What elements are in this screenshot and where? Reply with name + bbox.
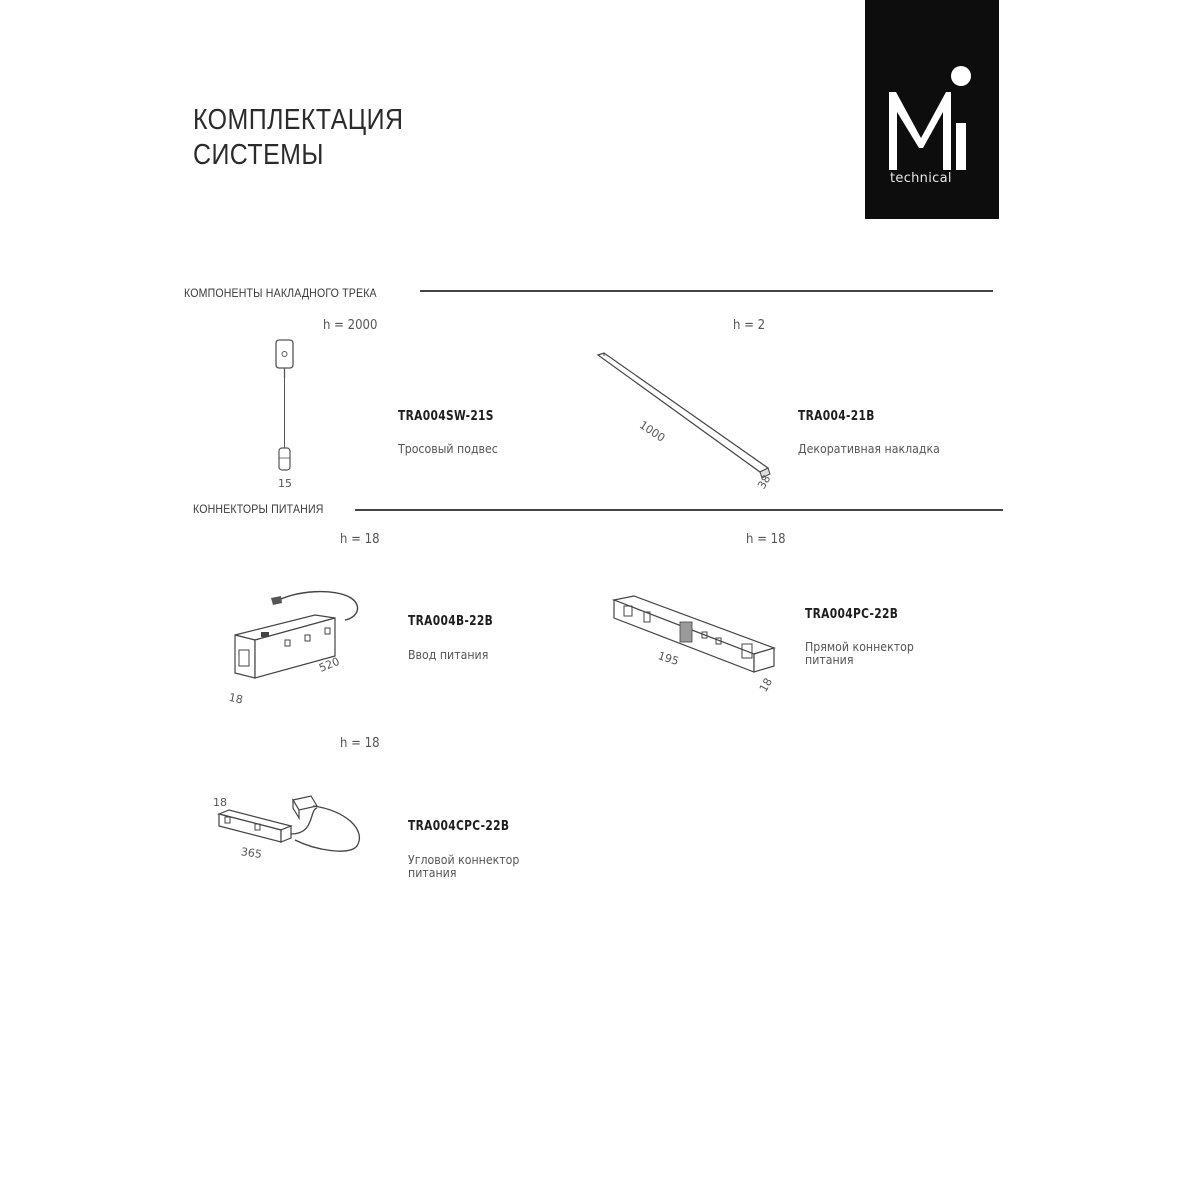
power-input-drawing-icon <box>225 580 385 710</box>
dim-label: 1000 <box>636 418 668 445</box>
dim-label: 195 <box>656 649 681 669</box>
product-description: Декоративная накладка <box>798 441 940 456</box>
product-description-line2: питания <box>408 865 457 880</box>
product-height: h = 18 <box>340 736 380 751</box>
dim-label: 18 <box>756 675 776 695</box>
section-label-power-connectors: КОННЕКТОРЫ ПИТАНИЯ <box>193 502 324 516</box>
section-divider <box>420 290 993 292</box>
product-height: h = 2000 <box>323 318 378 333</box>
page-title-line2: СИСТЕМЫ <box>193 139 324 171</box>
product-code: TRA004PC-22B <box>805 607 899 622</box>
product-height: h = 2 <box>733 318 766 333</box>
product-description: Ввод питания <box>408 647 489 662</box>
product-description <box>408 853 519 879</box>
section-divider <box>355 509 1003 511</box>
decorative-strip-drawing-icon <box>590 350 790 490</box>
product-code: TRA004CPC-22B <box>408 819 510 834</box>
mi-logo-mark-icon <box>885 86 975 170</box>
product-description-line1: Прямой коннектор <box>805 639 914 654</box>
product-code: TRA004SW-21S <box>398 409 494 424</box>
product-height: h = 18 <box>340 532 380 547</box>
product-description: Тросовый подвес <box>398 441 498 456</box>
corner-connector-drawing-icon <box>205 790 375 870</box>
logo-wordmark: technical <box>890 171 952 186</box>
page-title-line1: КОМПЛЕКТАЦИЯ <box>193 104 404 136</box>
straight-connector-drawing-icon <box>608 592 783 695</box>
product-description-line2: питания <box>805 652 854 667</box>
dim-label: 18 <box>227 690 245 707</box>
section-label-track-components: КОМПОНЕНТЫ НАКЛАДНОГО ТРЕКА <box>184 286 377 300</box>
cable-suspension-drawing-icon <box>262 330 312 495</box>
dim-label: 38 <box>755 472 774 492</box>
dim-label: 18 <box>213 796 227 809</box>
page-title <box>193 103 403 173</box>
product-code: TRA004-21B <box>798 409 875 424</box>
product-description-line1: Угловой коннектор <box>408 852 520 867</box>
dim-label: 15 <box>278 477 292 490</box>
product-description <box>805 640 914 666</box>
product-code: TRA004B-22B <box>408 614 494 629</box>
product-height: h = 18 <box>746 532 786 547</box>
dim-label: 365 <box>240 845 263 862</box>
dim-label: 520 <box>317 654 342 675</box>
brand-logo <box>865 0 999 219</box>
